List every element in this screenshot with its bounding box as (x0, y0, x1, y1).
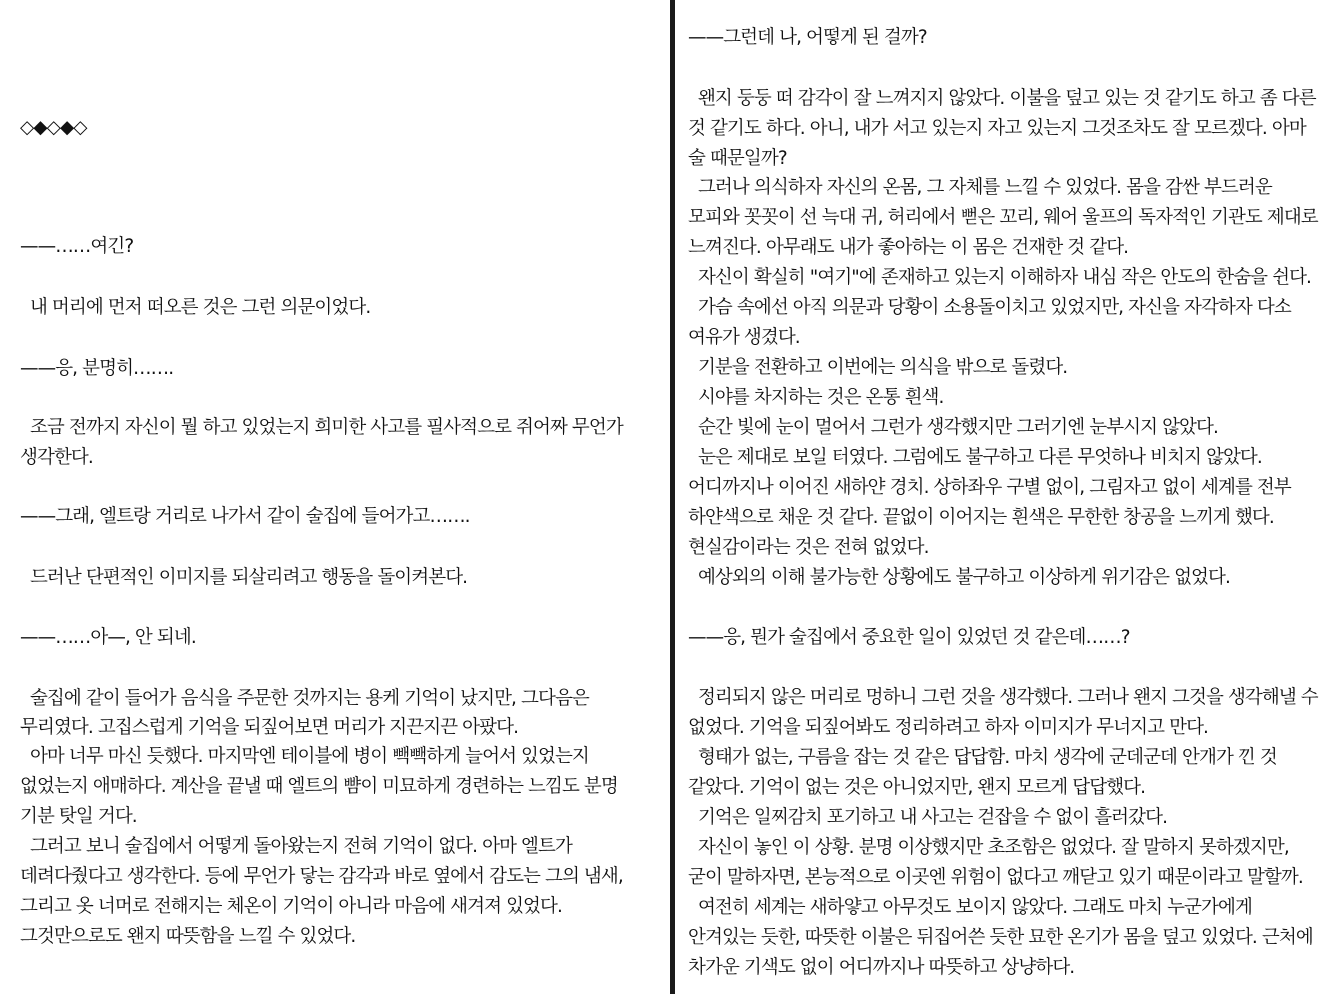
text-line: 데려다줬다고 생각한다. 등에 무언가 닿는 감각과 바로 옆에서 감도는 그의 냄새, (20, 866, 623, 887)
text-line: 생각한다. (20, 447, 93, 468)
text-line: 시야를 차지하는 것은 온통 흰색. (688, 387, 944, 408)
text-line: 모피와 꼿꼿이 선 늑대 귀, 허리에서 뻗은 꼬리, 웨어 울프의 독자적인 기관도 제대로 (688, 207, 1318, 228)
text-line: 드러난 단편적인 이미지를 되살리려고 행동을 돌이켜본다. (20, 567, 468, 588)
text-line: 안겨있는 듯한, 따뜻한 이불은 뒤집어쓴 듯한 묘한 온기가 몸을 덮고 있었다. 근처에 (688, 927, 1313, 948)
section-break: ◇◆◇◆◇ (20, 117, 87, 138)
text-line: 여전히 세계는 새하얗고 아무것도 보이지 않았다. 그래도 마치 누군가에게 (688, 897, 1252, 918)
text-line: 같았다. 기억이 없는 것은 아니었지만, 왠지 모르게 답답했다. (688, 777, 1146, 798)
text-line: 기억은 일찌감치 포기하고 내 사고는 걷잡을 수 없이 흘러갔다. (688, 807, 1168, 828)
text-line: 어디까지나 이어진 새하얀 경치. 상하좌우 구별 없이, 그림자고 없이 세계를 전부 (688, 477, 1291, 498)
dialogue-line: ——응, 뭔가 술집에서 중요한 일이 있었던 것 같은데……? (688, 627, 1130, 648)
text-line: 차가운 기색도 없이 어디까지나 따뜻하고 상냥하다. (688, 957, 1075, 978)
text-line: 없었는지 애매하다. 계산을 끝낼 때 엘트의 뺨이 미묘하게 경련하는 느낌도 분명 (20, 776, 618, 797)
dialogue-line: ——……아—, 안 되네. (20, 627, 196, 648)
text-line: 조금 전까지 자신이 뭘 하고 있었는지 희미한 사고를 필사적으로 쥐어짜 무언가 (20, 417, 623, 438)
text-line: 아마 너무 마신 듯했다. 마지막엔 테이블에 병이 빽빽하게 늘어서 있었는지 (20, 746, 589, 767)
dialogue-line: ——응, 분명히……. (20, 358, 174, 379)
text-line: 것 같기도 하다. 아니, 내가 서고 있는지 자고 있는지 그것조차도 잘 모르겠다. 아마 (688, 118, 1306, 139)
dialogue-line: ——그래, 엘트랑 거리로 나가서 같이 술집에 들어가고……. (20, 506, 470, 527)
text-line: 그것만으로도 왠지 따뜻함을 느낄 수 있었다. (20, 926, 356, 947)
page-divider (670, 0, 675, 994)
text-line: 자신이 확실히 "여기"에 존재하고 있는지 이해하자 내심 작은 안도의 한숨을 쉰다. (688, 267, 1312, 288)
text-line: 없었다. 기억을 되짚어봐도 정리하려고 하자 이미지가 무너지고 만다. (688, 717, 1209, 738)
text-line: 느껴진다. 아무래도 내가 좋아하는 이 몸은 건재한 것 같다. (688, 237, 1129, 258)
text-line: 현실감이라는 것은 전혀 없었다. (688, 537, 929, 558)
text-line: 하얀색으로 채운 것 같다. 끝없이 이어지는 흰색은 무한한 창공을 느끼게 했다. (688, 507, 1274, 528)
text-line: 가슴 속에선 아직 의문과 당황이 소용돌이치고 있었지만, 자신을 자각하자 다소 (688, 297, 1291, 318)
text-line: 왠지 둥둥 떠 감각이 잘 느껴지지 않았다. 이불을 덮고 있는 것 같기도 하고 좀 다른 (688, 88, 1316, 109)
text-line: 여유가 생겼다. (688, 327, 800, 348)
text-line: 기분을 전환하고 이번에는 의식을 밖으로 돌렸다. (688, 357, 1068, 378)
text-line: 내 머리에 먼저 떠오른 것은 그런 의문이었다. (20, 297, 371, 318)
text-line: 순간 빛에 눈이 멀어서 그런가 생각했지만 그러기엔 눈부시지 않았다. (688, 417, 1218, 438)
text-line: 정리되지 않은 머리로 멍하니 그런 것을 생각했다. 그러나 왠지 그것을 생각해낼 수 (688, 687, 1318, 708)
left-page (0, 0, 666, 994)
right-page (682, 0, 1341, 994)
text-line: 예상외의 이해 불가능한 상황에도 불구하고 이상하게 위기감은 없었다. (688, 567, 1230, 588)
text-line: 그러고 보니 술집에서 어떻게 돌아왔는지 전혀 기억이 없다. 아마 엘트가 (20, 836, 572, 857)
dialogue-line: ——그런데 나, 어떻게 된 걸까? (688, 27, 927, 48)
text-line: 자신이 놓인 이 상황. 분명 이상했지만 초조함은 없었다. 잘 말하지 못하겠지만, (688, 837, 1289, 858)
text-line: 굳이 말하자면, 본능적으로 이곳엔 위험이 없다고 깨닫고 있기 때문이라고 말할까. (688, 867, 1303, 888)
text-line: 형태가 없는, 구름을 잡는 것 같은 답답함. 마치 생각에 군데군데 안개가 낀 것 (688, 747, 1277, 768)
text-line: 그러나 의식하자 자신의 온몸, 그 자체를 느낄 수 있었다. 몸을 감싼 부드러운 (688, 177, 1272, 198)
text-line: 술집에 같이 들어가 음식을 주문한 것까지는 용케 기억이 났지만, 그다음은 (20, 688, 589, 709)
dialogue-line: ——……여긴? (20, 236, 134, 257)
text-line: 그리고 옷 너머로 전해지는 체온이 기억이 아니라 마음에 새겨져 있었다. (20, 896, 562, 917)
text-line: 눈은 제대로 보일 터였다. 그럼에도 불구하고 다른 무엇하나 비치지 않았다. (688, 447, 1262, 468)
text-line: 기분 탓일 거다. (20, 806, 137, 827)
text-line: 무리였다. 고집스럽게 기억을 되짚어보면 머리가 지끈지끈 아팠다. (20, 717, 519, 738)
text-line: 술 때문일까? (688, 148, 787, 169)
